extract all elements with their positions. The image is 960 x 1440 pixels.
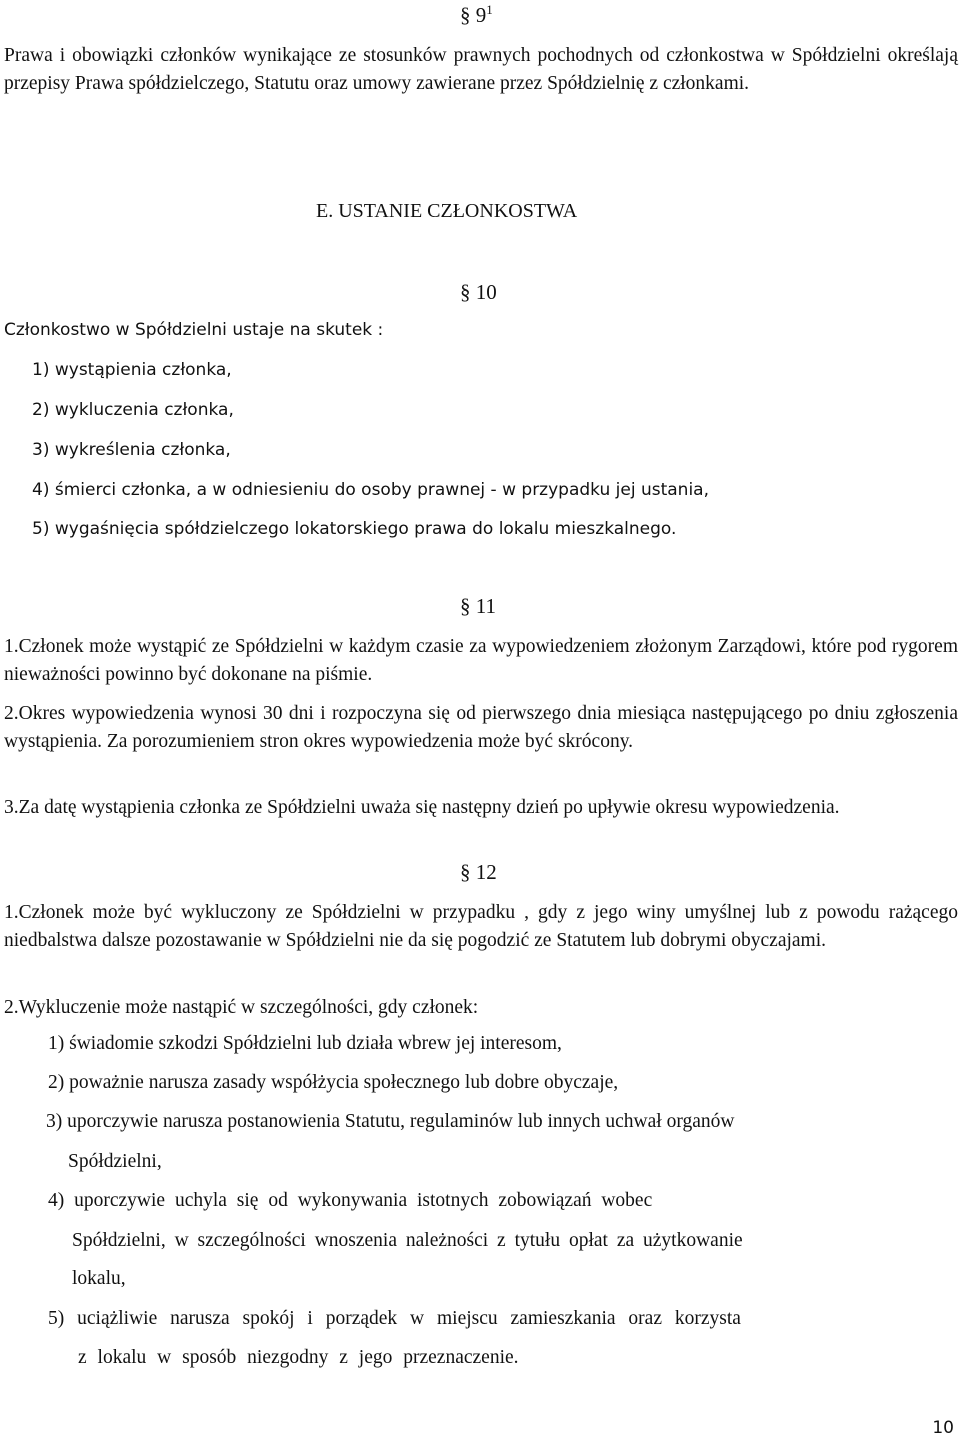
section-12-item: 4) uporczywie uchyla się od wykonywania istotnych zobowiązań wobec — [48, 1190, 653, 1211]
section-sign: § — [460, 860, 471, 884]
section-superscript: 1 — [486, 2, 493, 17]
section-10-item: 2) wykluczenia członka, — [32, 400, 234, 420]
chapter-heading: E. USTANIE CZŁONKOSTWA — [316, 200, 578, 222]
section-number: 9 — [475, 3, 487, 27]
section-number: 10 — [475, 280, 497, 304]
section-9-header — [460, 2, 493, 28]
section-10-item: 1) wystąpienia członka, — [32, 360, 232, 380]
section-11-paragraph-3: 3.Za datę wystąpienia członka ze Spółdzielni uważa się następny dzień po upływie okresu wypowiedzenia. — [4, 797, 840, 818]
section-12-item: 1) świadomie szkodzi Spółdzielni lub działa wbrew jej interesom, — [48, 1033, 562, 1054]
section-9-text: Prawa i obowiązki członków wynikające ze stosunków prawnych pochodnych od członkostwa w Spółdzielni określają przepisy Prawa spółdzielczego, Statutu oraz umowy zawierane przez Spółdzielnię z członkami. — [4, 45, 958, 94]
section-11-header — [460, 594, 496, 619]
section-12-item: 5) uciążliwie narusza spokój i porządek w miejscu zamieszkania oraz korzysta — [48, 1308, 741, 1329]
section-sign: § — [460, 3, 471, 27]
section-12-item: 3) uporczywie narusza postanowienia Statutu, regulaminów lub innych uchwał organów — [46, 1111, 735, 1132]
page-number: 10 — [932, 1418, 954, 1438]
section-10-item: 5) wygaśnięcia spółdzielczego lokatorskiego prawa do lokalu mieszkalnego. — [32, 519, 677, 539]
section-10-header — [460, 280, 497, 305]
section-sign: § — [460, 280, 471, 304]
section-10-item: 3) wykreślenia członka, — [32, 440, 231, 460]
section-12-item-continuation: lokalu, — [72, 1268, 126, 1289]
section-10-item: 4) śmierci członka, a w odniesieniu do osoby prawnej - w przypadku jej ustania, — [32, 480, 710, 500]
section-12-paragraph-2: 2.Wykluczenie może nastąpić w szczególności, gdy członek: — [4, 997, 479, 1018]
section-number: 11 — [475, 594, 496, 618]
section-12-paragraph-1: 1.Członek może być wykluczony ze Spółdzielni w przypadku , gdy z jego winy umyślnej lub z powodu rażącego niedbalstwa dalsze pozostawanie w Spółdzielni nie da się pogodzić ze Statutem lub dobrymi obyczajami. — [4, 902, 958, 951]
section-10-intro: Członkostwo w Spółdzielni ustaje na skutek : — [4, 320, 384, 340]
section-12-item-continuation: z lokalu w sposób niezgodny z jego przeznaczenie. — [78, 1347, 519, 1368]
section-12-item: 2) poważnie narusza zasady współżycia społecznego lub dobre obyczaje, — [48, 1072, 619, 1093]
section-12-item-continuation: Spółdzielni, — [68, 1151, 162, 1172]
section-11-paragraph-1: 1.Członek może wystąpić ze Spółdzielni w każdym czasie za wypowiedzeniem złożonym Zarządowi, które pod rygorem nieważności powinno być dokonane na piśmie. — [4, 636, 958, 685]
section-number: 12 — [475, 860, 497, 884]
section-11-paragraph-2: 2.Okres wypowiedzenia wynosi 30 dni i rozpoczyna się od pierwszego dnia miesiąca następującego po dniu zgłoszenia wystąpienia. Za porozumieniem stron okres wypowiedzenia może być skrócony. — [4, 703, 958, 752]
section-sign: § — [460, 594, 471, 618]
section-12-item-continuation: Spółdzielni, w szczególności wnoszenia należności z tytułu opłat za użytkowanie — [72, 1230, 743, 1251]
section-12-header — [460, 860, 497, 885]
